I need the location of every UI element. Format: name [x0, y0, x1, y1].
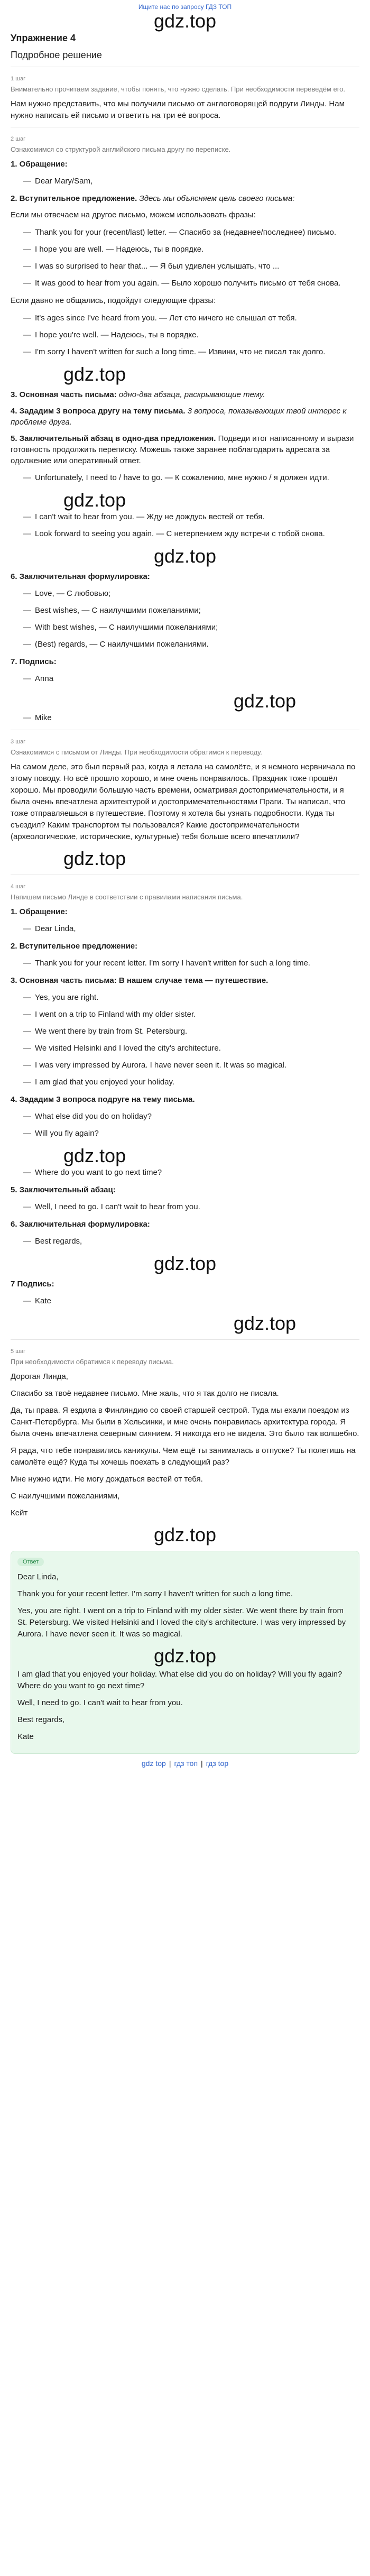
section-title-bold: 2. Вступительное предложение. — [11, 194, 137, 203]
section-title: 7 Подпись: — [11, 1280, 54, 1289]
watermark: gdz.top — [63, 848, 126, 869]
step-label: 2 шаг — [11, 127, 359, 142]
watermark: gdz.top — [153, 545, 217, 567]
list-item: — Love, — С любовью; — [23, 587, 359, 600]
list-item: — Dear Mary/Sam, — [23, 175, 359, 188]
solution-subtitle: Подробное решение — [11, 50, 102, 60]
list — [11, 1235, 359, 1248]
footer: gdz top | гдз топ | гдз top — [141, 1759, 229, 1768]
top-search-link[interactable]: Ищите нас по запросу ГДЗ ТОП — [138, 3, 232, 11]
answer-line: Yes, you are right. I went on a trip to Finland with my older sister. We went there by train from St. Petersburg. We visited Helsinki and I loved the city's architecture. I was very impressed by Aurora. I have never seen it. It was so magical. — [17, 1606, 346, 1639]
answer-line: Best regards, — [17, 1715, 65, 1724]
list — [11, 511, 359, 540]
watermark: gdz.top — [153, 1524, 217, 1545]
list-item: — I can't wait to hear from you. — Жду не дождусь вестей от тебя. — [23, 511, 359, 523]
answer-box — [11, 1551, 359, 1754]
list-item: — Dear Linda, — [23, 923, 359, 935]
list-item: — Best wishes, — С наилучшими пожеланиями; — [23, 604, 359, 617]
list-item: — Unfortunately, I need to / have to go. — К сожалению, мне нужно / я должен идти. — [23, 472, 359, 484]
answer-badge: Ответ — [17, 1558, 44, 1566]
list-item: — Yes, you are right. — [23, 991, 359, 1004]
watermark: gdz.top — [233, 1312, 296, 1334]
list — [11, 1166, 359, 1179]
section-title-rest: Здесь мы объясняем цель своего письма: — [139, 194, 295, 203]
answer-line: Dear Linda, — [17, 1572, 59, 1581]
list-item: — It was good to hear from you again. — Было хорошо получить письмо от тебя снова. — [23, 277, 359, 290]
letter-translation: На самом деле, это был первый раз, когда я летала на самолёте, и я немного нервничала по этому поводу. Но всё прошло хорошо, и мне очень понравилось. Праздник тоже прошёл хорошо. Мы проводили большую часть времени, осматривая достопримечательности, и я была очень впечатлена архитектурой и достопримечательностями Праги. Ты написал, что тоже отправляешься в путешествие. Поэтому я хотела бы узнать подробности. Куда ты съездил? Каким транспортом ты пользовался? Какие достопримечательности (археологические, исторические, культурные) тебя больше всего впечатлили? — [11, 762, 356, 841]
list-item: — I went on a trip to Finland with my older sister. — [23, 1008, 359, 1021]
translation-line: Да, ты права. Я ездила в Финляндию со своей старшей сестрой. Туда мы ехали поездом из Санкт-Петербурга. Мы были в Хельсинки, и мне очень понравилась архитектура города. Я была очень впечатлена северным сиянием. Я никогда его не видела. Это было так волшебно. — [11, 1406, 359, 1438]
list — [11, 472, 359, 484]
step-note: Ознакомимся со структурой английского письма другу по переписке. — [11, 145, 231, 153]
list-item: — Will you fly again? — [23, 1127, 359, 1140]
watermark: gdz.top — [153, 10, 217, 32]
list-item: — Where do you want to go next time? — [23, 1166, 359, 1179]
answer-line: Well, I need to go. I can't wait to hear from you. — [17, 1698, 183, 1707]
list-item: — Look forward to seeing you again. — С нетерпением жду встречи с тобой снова. — [23, 528, 359, 540]
translation-line: Дорогая Линда, — [11, 1372, 68, 1381]
answer-line: I am glad that you enjoyed your holiday. What else did you do on holiday? Will you fly again? Where do you want to go next time? — [17, 1670, 343, 1690]
section-title-rest: 3 вопроса, показывающих твой интерес к проблеме друга. — [11, 407, 347, 427]
section-title-rest: одно-два абзаца, раскрывающие тему. — [118, 390, 265, 399]
list-item: — Anna — [23, 673, 359, 685]
list — [11, 957, 359, 970]
footer-link[interactable]: гдз топ — [174, 1759, 198, 1768]
list-item: — I am glad that you enjoyed your holiday. — [23, 1076, 359, 1089]
list-item: — Mike — [23, 712, 359, 724]
section-title: 2. Вступительное предложение: — [11, 942, 138, 951]
step-note: Напишем письмо Линде в соответствии с правилами написания письма. — [11, 893, 243, 901]
section-title: 6. Заключительная формулировка: — [11, 1220, 150, 1229]
answer-line: Thank you for your recent letter. I'm sorry I haven't written for such a long time. — [17, 1589, 293, 1598]
watermark: gdz.top — [153, 1253, 217, 1274]
section-title: 1. Обращение: — [11, 160, 68, 169]
list — [11, 587, 359, 651]
translation-line: Спасибо за твоё недавнее письмо. Мне жаль, что я так долго не писала. — [11, 1389, 279, 1398]
section-title — [11, 193, 359, 204]
list — [11, 312, 359, 358]
watermark: gdz.top — [63, 363, 126, 385]
watermark: gdz.top — [153, 1645, 217, 1667]
section-title-bold: 4. Зададим 3 вопроса другу на тему письма. — [11, 407, 186, 416]
paragraph: Если мы отвечаем на другое письмо, можем использовать фразы: — [11, 210, 256, 219]
step-label: 5 шаг — [11, 1339, 359, 1355]
list-item: — I was very impressed by Aurora. I have never seen it. It was so magical. — [23, 1059, 359, 1072]
intro-text: Нам нужно представить, что мы получили письмо от англоговорящей подруги Линды. Нам нужно написать ей письмо и ответить на три её вопроса. — [11, 99, 345, 120]
list-item: — We went there by train from St. Petersburg. — [23, 1025, 359, 1038]
list-item: — I hope you're well. — Надеюсь, ты в порядке. — [23, 329, 359, 342]
list — [11, 1201, 359, 1213]
section-title: 4. Зададим 3 вопроса подруге на тему письма. — [11, 1095, 195, 1104]
list-item: — It's ages since I've heard from you. — Лет сто ничего не слышал от тебя. — [23, 312, 359, 325]
footer-link[interactable]: gdz top — [141, 1759, 166, 1768]
section-title-bold: 5. Заключительный абзац в одно-два предложения. — [11, 434, 216, 443]
section-title — [11, 433, 359, 466]
list — [11, 991, 359, 1089]
list-item: — Best regards, — [23, 1235, 359, 1248]
step-note: При необходимости обратимся к переводу письма. — [11, 1358, 174, 1366]
list-item: — Kate — [23, 1295, 359, 1308]
step-label: 4 шаг — [11, 875, 359, 890]
list-item: — Thank you for your recent letter. I'm sorry I haven't written for such a long time. — [23, 957, 359, 970]
section-title: 7. Подпись: — [11, 657, 57, 666]
list-item: — We visited Helsinki and I loved the city's architecture. — [23, 1042, 359, 1055]
list-item: — I hope you are well. — Надеюсь, ты в порядке. — [23, 243, 359, 256]
translation-line: С наилучшими пожеланиями, — [11, 1492, 120, 1501]
section-title: 1. Обращение: — [11, 907, 68, 916]
list-item: — Thank you for your (recent/last) letter. — Спасибо за (недавнее/последнее) письмо. — [23, 226, 359, 239]
list-item: — (Best) regards, — С наилучшими пожеланиями. — [23, 638, 359, 651]
step-label: 3 шаг — [11, 730, 359, 745]
list-item: — I'm sorry I haven't written for such a long time. — Извини, что не писал так долго. — [23, 346, 359, 358]
section-title: 5. Заключительный абзац: — [11, 1185, 116, 1194]
exercise-title: Упражнение 4 — [11, 33, 76, 43]
list — [11, 712, 359, 724]
paragraph: Если давно не общались, подойдут следующие фразы: — [11, 296, 216, 305]
translation-line: Кейт — [11, 1508, 28, 1517]
answer-line: Kate — [17, 1732, 34, 1741]
footer-link[interactable]: гдз top — [206, 1759, 229, 1768]
section-title-bold: 3. Основная часть письма: — [11, 390, 117, 399]
list-item: — With best wishes, — С наилучшими пожеланиями; — [23, 621, 359, 634]
step-note: Внимательно прочитаем задание, чтобы понять, что нужно сделать. При необходимости переведём его. — [11, 85, 345, 93]
list-item: — I was so surprised to hear that... — Я был удивлен услышать, что ... — [23, 260, 359, 273]
section-title — [11, 389, 359, 400]
list — [11, 226, 359, 290]
section-title: 3. Основная часть письма: В нашем случае тема — путешествие. — [11, 976, 269, 985]
translation-line: Мне нужно идти. Не могу дождаться вестей от тебя. — [11, 1475, 203, 1484]
list — [11, 1110, 359, 1140]
section-title: 6. Заключительная формулировка: — [11, 572, 150, 581]
translation-line: Я рада, что тебе понравились каникулы. Чем ещё ты занималась в отпуске? Ты полетишь на самолёте ещё? Куда ты хочешь поехать в следующий раз? — [11, 1446, 356, 1467]
list — [11, 923, 359, 935]
list — [11, 1295, 359, 1308]
list — [11, 175, 359, 188]
step-label: 1 шаг — [11, 67, 359, 82]
watermark: gdz.top — [233, 690, 296, 712]
section-title — [11, 406, 359, 428]
list-item: — Well, I need to go. I can't wait to hear from you. — [23, 1201, 359, 1213]
list-item: — What else did you do on holiday? — [23, 1110, 359, 1123]
step-note: Ознакомимся с письмом от Линды. При необходимости обратимся к переводу. — [11, 748, 262, 756]
section-title-rest: Подведи итог написанному и вырази готовность продолжить переписку. Можешь также заранее поблагодарить адресата за одолжение или оперативный ответ. — [11, 434, 354, 465]
list — [11, 673, 359, 685]
watermark: gdz.top — [63, 1145, 126, 1166]
watermark: gdz.top — [63, 489, 126, 511]
